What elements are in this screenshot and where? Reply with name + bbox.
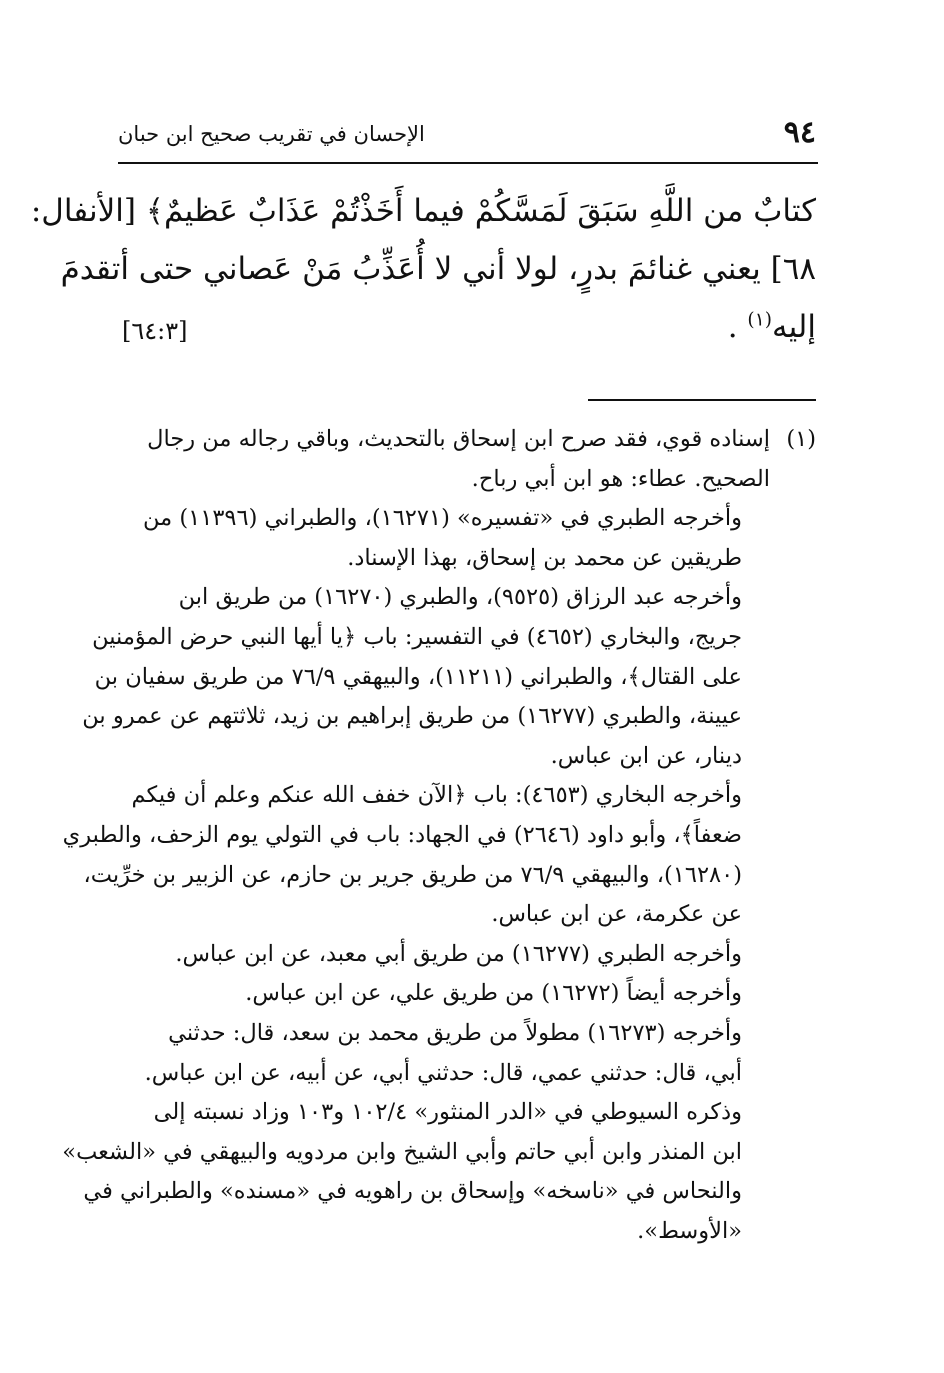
footnote-line: عن عكرمة، عن ابن عباس. xyxy=(491,901,742,928)
footnote-line: دينار، عن ابن عباس. xyxy=(550,742,742,769)
main-text xyxy=(30,182,816,356)
footnote-line: على القتال﴾، والطبراني (١١٢١١)، والبيهقي ٧٦/٩ من طريق سفيان بن xyxy=(94,663,742,690)
footnote-paragraph xyxy=(82,578,770,776)
footnote-line: عيينة، والطبري (١٦٢٧٧) من طريق إبراهيم بن زيد، ثلاثتهم عن عمرو بن xyxy=(82,703,742,730)
main-text-line: كتابٌ من اللَّهِ سَبَقَ لَمَسَّكُمْ فيما أَخَذْتُمْ عَذَابٌ عَظيمٌ﴾ [الأنفال: xyxy=(30,193,816,229)
footnote-line: الصحيح. عطاء: هو ابن أبي رباح. xyxy=(471,465,770,492)
footnote-paragraph xyxy=(62,1093,770,1251)
footnote-paragraph xyxy=(118,974,770,1014)
footnote-line: وأخرجه البخاري (٤٦٥٣): باب ﴿الآن خفف الله عنكم وعلم أن فيكم xyxy=(131,782,742,809)
end-period: . xyxy=(727,309,738,345)
main-text-line: ٦٨] يعني غنائمَ بدرٍ، لولا أني لا أُعَذِّبُ مَنْ عَصاني حتى أتقدمَ xyxy=(60,251,816,287)
footnote-line: ضعفاً﴾، وأبو داود (٢٦٤٦) في الجهاد: باب في التولي يوم الزحف، والطبري xyxy=(62,821,742,848)
footnote-reference[interactable]: (١) xyxy=(747,309,772,331)
footnote-separator xyxy=(588,399,816,401)
footnote xyxy=(62,420,816,1251)
footnote-line: وأخرجه الطبري (١٦٢٧٧) من طريق أبي معبد، عن ابن عباس. xyxy=(175,940,742,967)
footnote-line: وأخرجه أيضاً (١٦٢٧٢) من طريق علي، عن ابن عباس. xyxy=(245,980,742,1007)
footnote-paragraph xyxy=(118,499,770,578)
footnote-paragraph xyxy=(62,776,770,934)
volume-reference: [٦٤:٣] xyxy=(122,317,188,345)
footnote-body xyxy=(62,420,770,1251)
footnote-marker: (١) xyxy=(786,426,816,452)
footnote-line: إسناده قوي، فقد صرح ابن إسحاق بالتحديث، وباقي رجاله من رجال xyxy=(147,426,770,452)
footnotes xyxy=(62,420,816,1251)
page-number: ٩٤ xyxy=(783,115,816,150)
footnote-line: (١٦٢٨٠)، والبيهقي ٧٦/٩ من طريق جرير بن حازم، عن الزبير بن خرِّيت، xyxy=(83,861,742,888)
footnote-line: «الأوسط». xyxy=(637,1217,742,1244)
main-text-end-word: إليه xyxy=(771,309,816,345)
footnote-line: وأخرجه عبد الرزاق (٩٥٢٥)، والطبري (١٦٢٧٠) من طريق ابن xyxy=(178,584,742,611)
footnote-line: وذكره السيوطي في «الدر المنثور» ١٠٢/٤ و١٠٣ وزاد نسبته إلى xyxy=(153,1099,742,1126)
running-title: الإحسان في تقريب صحيح ابن حبان xyxy=(118,122,425,146)
footnote-line: وأخرجه (١٦٢٧٣) مطولاً من طريق محمد بن سعد، قال: حدثني xyxy=(168,1019,742,1046)
footnote-line: والنحاس في «ناسخه» وإسحاق بن راهويه في «مسنده» والطبراني في xyxy=(83,1178,742,1205)
footnote-paragraph xyxy=(118,420,770,499)
header-rule xyxy=(118,162,818,164)
footnote-line: وأخرجه الطبري في «تفسيره» (١٦٢٧١)، والطبراني (١١٣٩٦) من xyxy=(143,505,742,532)
main-text-last-line xyxy=(118,298,816,356)
footnote-line: ابن المنذر وابن أبي حاتم وأبي الشيخ وابن مردويه والبيهقي في «الشعب» xyxy=(62,1138,742,1165)
footnote-line: جريج، والبخاري (٤٦٥٢) في التفسير: باب ﴿يا أيها النبي حرض المؤمنين xyxy=(92,623,742,650)
footnote-paragraph xyxy=(118,935,770,975)
footnote-paragraph xyxy=(118,1014,770,1093)
page-header xyxy=(118,112,816,156)
footnote-line: طريقين عن محمد بن إسحاق، بهذا الإسناد. xyxy=(347,544,742,571)
footnote-line: أبي، قال: حدثني عمي، قال: حدثني أبي، عن أبيه، عن ابن عباس. xyxy=(144,1059,742,1086)
